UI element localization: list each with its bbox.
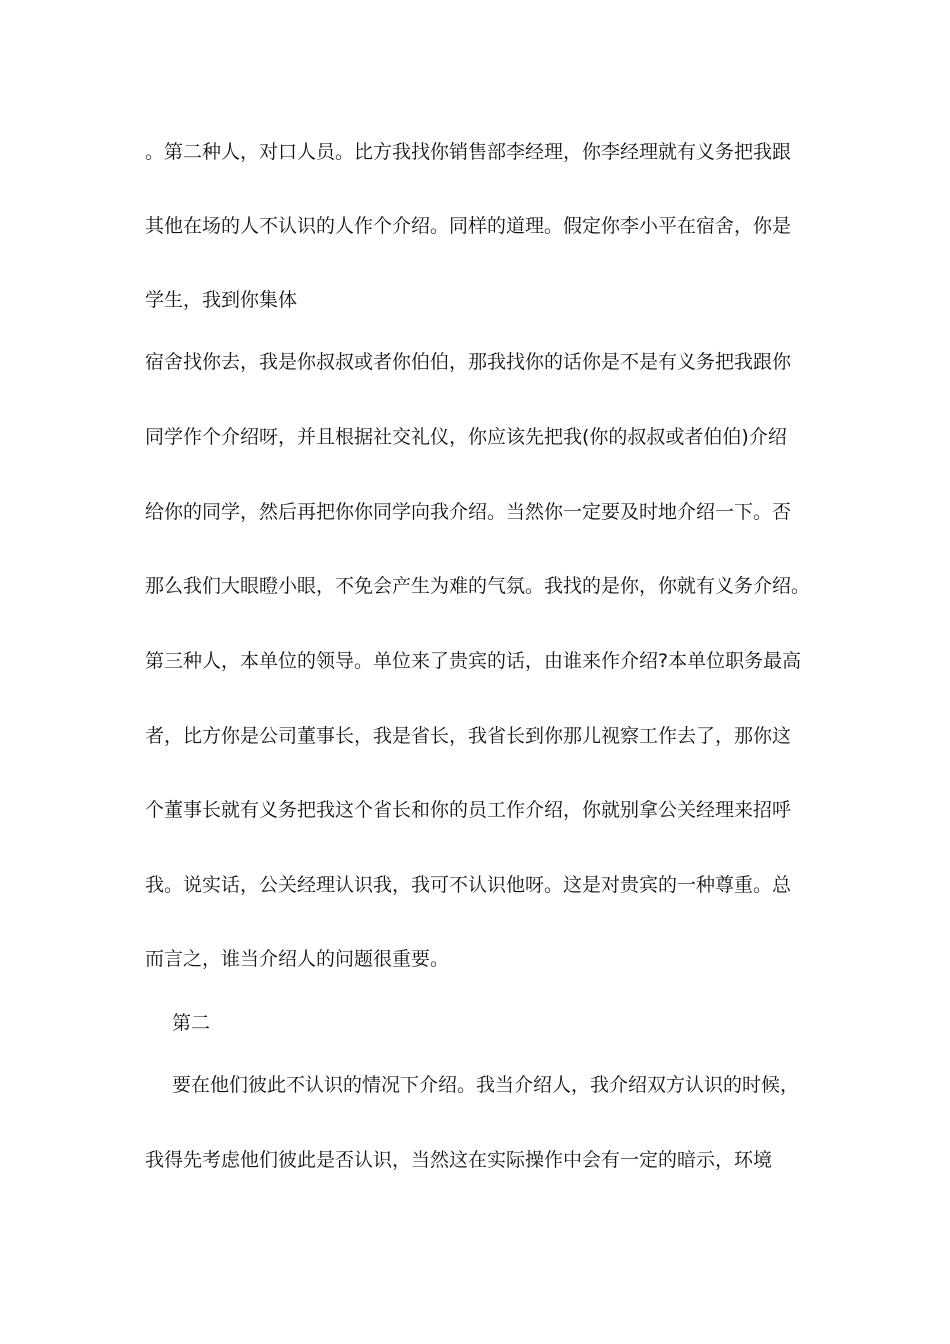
text-line: 我。说实话，公关经理认识我，我可不认识他呀。这是对贵宾的一种尊重。总 [145,874,792,896]
text-line: 。第二种人，对口人员。比方我找你销售部李经理，你李经理就有义务把我跟 [145,141,792,163]
text-line: 而言之，谁当介绍人的问题很重要。 [145,948,450,970]
text-line: 学生，我到你集体 [145,289,298,311]
text-line: 者，比方你是公司董事长，我是省长，我省长到你那儿视察工作去了，那你这 [145,725,792,747]
text-line: 那么我们大眼瞪小眼，不免会产生为难的气氛。我找的是你，你就有义务介绍。 [145,575,811,597]
section-heading: 第二 [172,1012,211,1034]
text-line: 第三种人，本单位的领导。单位来了贵宾的话，由谁来作介绍?本单位职务最高 [145,650,802,672]
text-line: 给你的同学，然后再把你你同学向我介绍。当然你一定要及时地介绍一下。否 [145,501,792,523]
text-line: 我得先考虑他们彼此是否认识，当然这在实际操作中会有一定的暗示，环境 [145,1149,773,1171]
text-line: 其他在场的人不认识的人作个介绍。同样的道理。假定你李小平在宿舍，你是 [145,215,792,237]
text-line: 同学作个介绍呀，并且根据社交礼仪，你应该先把我(你的叔叔或者伯伯)介绍 [145,426,787,448]
text-line: 宿舍找你去，我是你叔叔或者你伯伯，那我找你的话你是不是有义务把我跟你 [145,351,792,373]
text-line: 要在他们彼此不认识的情况下介绍。我当介绍人，我介绍双方认识的时候， [172,1074,800,1096]
text-line: 个董事长就有义务把我这个省长和你的员工作介绍，你就别拿公关经理来招呼 [145,799,792,821]
